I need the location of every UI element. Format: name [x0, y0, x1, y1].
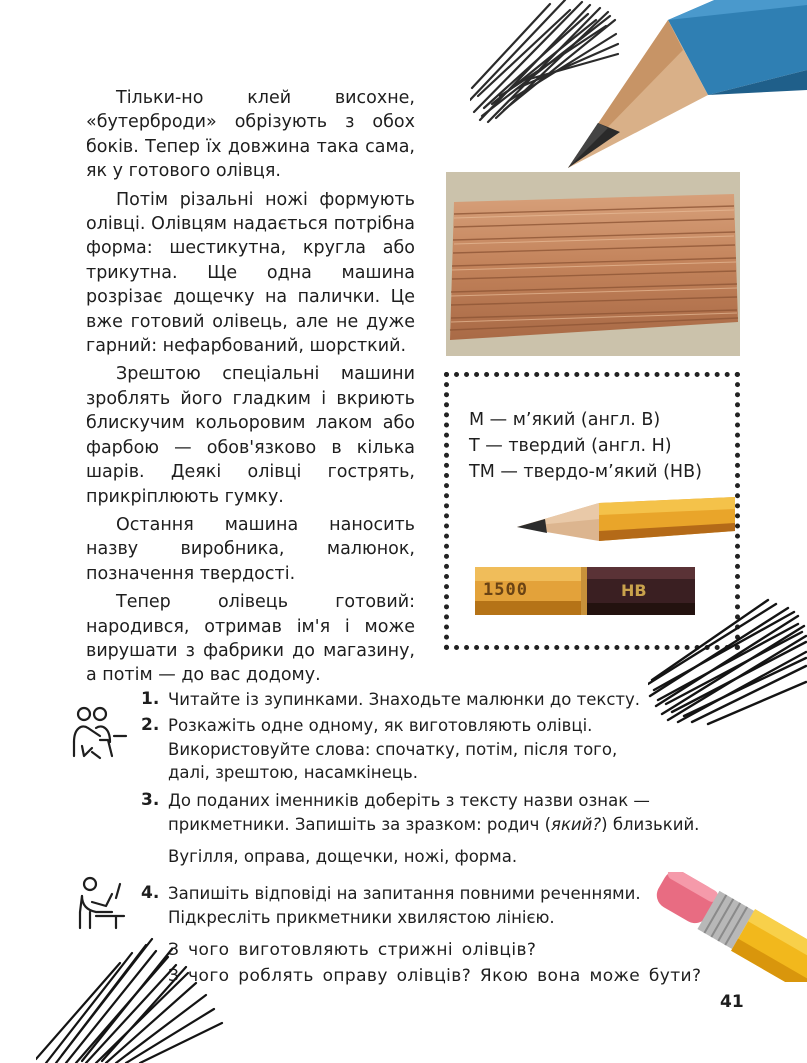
hardness-legend	[469, 407, 702, 485]
task-3-line-2-end: ) близький.	[601, 814, 700, 834]
charcoal-scribble-right	[648, 596, 807, 726]
writing-desk-icon	[72, 876, 126, 930]
blue-pencil-image	[558, 0, 807, 170]
task-2-line-2: Використовуйте слова: спочатку, потім, після того,	[168, 739, 618, 759]
task-3-line-2-start: прикметники. Запишіть за зразком: родич (	[168, 814, 552, 834]
main-text	[86, 86, 415, 688]
task-2-line-1: Розкажіть одне одному, як виготовляють олівці.	[168, 716, 593, 735]
hardness-medium: ТМ — твердо-м’який (HB)	[469, 462, 702, 482]
task-4-question-1: З чого виготовляють стрижні олівців?	[168, 940, 537, 960]
task-1-number: 1.	[141, 689, 160, 709]
task-3-number: 3.	[141, 790, 160, 810]
task-4-question-2: З чого роблять оправу олівців? Якою вона може бути?	[168, 965, 702, 986]
pair-work-icon	[70, 706, 128, 760]
task-1-text: Читайте із зупинками. Знаходьте малюнки до тексту.	[168, 690, 641, 709]
eraser-pencil-image	[644, 872, 807, 982]
task-4-line-2: Підкресліть прикметники хвилястою лінією.	[168, 907, 555, 927]
hardness-hard: Т — твердий (англ. H)	[469, 436, 672, 456]
task-4-number: 4.	[141, 883, 160, 903]
task-2-number: 2.	[141, 715, 160, 735]
pencil-print-grade: HB	[621, 581, 647, 600]
paragraph-5: Тепер олівець готовий: народився, отримав ім'я і може вирушати з фабрики до магазину, а потім — до вас додому.	[86, 592, 415, 686]
task-2	[141, 714, 618, 785]
task-3-line-1: До поданих іменників доберіть з тексту назви ознак —	[168, 791, 650, 810]
paragraph-1: Тільки-но клей висохне, «бутерброди» обрізують з обох боків. Тепер їх довжина така сама, як у готового олівця.	[86, 88, 415, 182]
task-3	[141, 789, 700, 869]
task-1	[141, 688, 641, 712]
task-4-line-1: Запишіть відповіді на запитання повними реченнями.	[168, 884, 641, 903]
task-3-line-2	[168, 813, 699, 837]
paragraph-4: Остання машина наносить назву виробника, малюнок, позначення твердості.	[86, 514, 415, 584]
paragraph-3: Зрештою спеціальні машини зроблять його гладким і вкриють блискучим кольоровим лаком або фарбою — обов'язково в кілька шарів. Деякі олівці гострять, прикріплюють гумку.	[86, 364, 415, 507]
page-number: 41	[720, 992, 744, 1012]
hardness-soft: М — м’який (англ. B)	[469, 410, 661, 430]
task-3-question-word: який?	[551, 814, 602, 834]
task-3-word-list: Вугілля, оправа, дощечки, ножі, форма.	[168, 847, 518, 866]
pencil-slats-photo	[446, 172, 740, 356]
task-2-line-3: далі, зрештою, насамкінець.	[168, 763, 418, 782]
task-4	[141, 882, 702, 988]
pencil-print-number: 1500	[483, 580, 528, 600]
paragraph-2: Потім різальні ножі формують олівці. Олівцям надається потрібна форма: шестикутна, кругла або трикутна. Ще одна машина розрізає дощечку на палички. Це вже готовий олівець, але не дуже гарний: нефарбований, шорсткий.	[86, 189, 415, 357]
charcoal-scribble-bottom	[36, 935, 226, 1063]
yellow-pencil-image	[509, 497, 735, 553]
